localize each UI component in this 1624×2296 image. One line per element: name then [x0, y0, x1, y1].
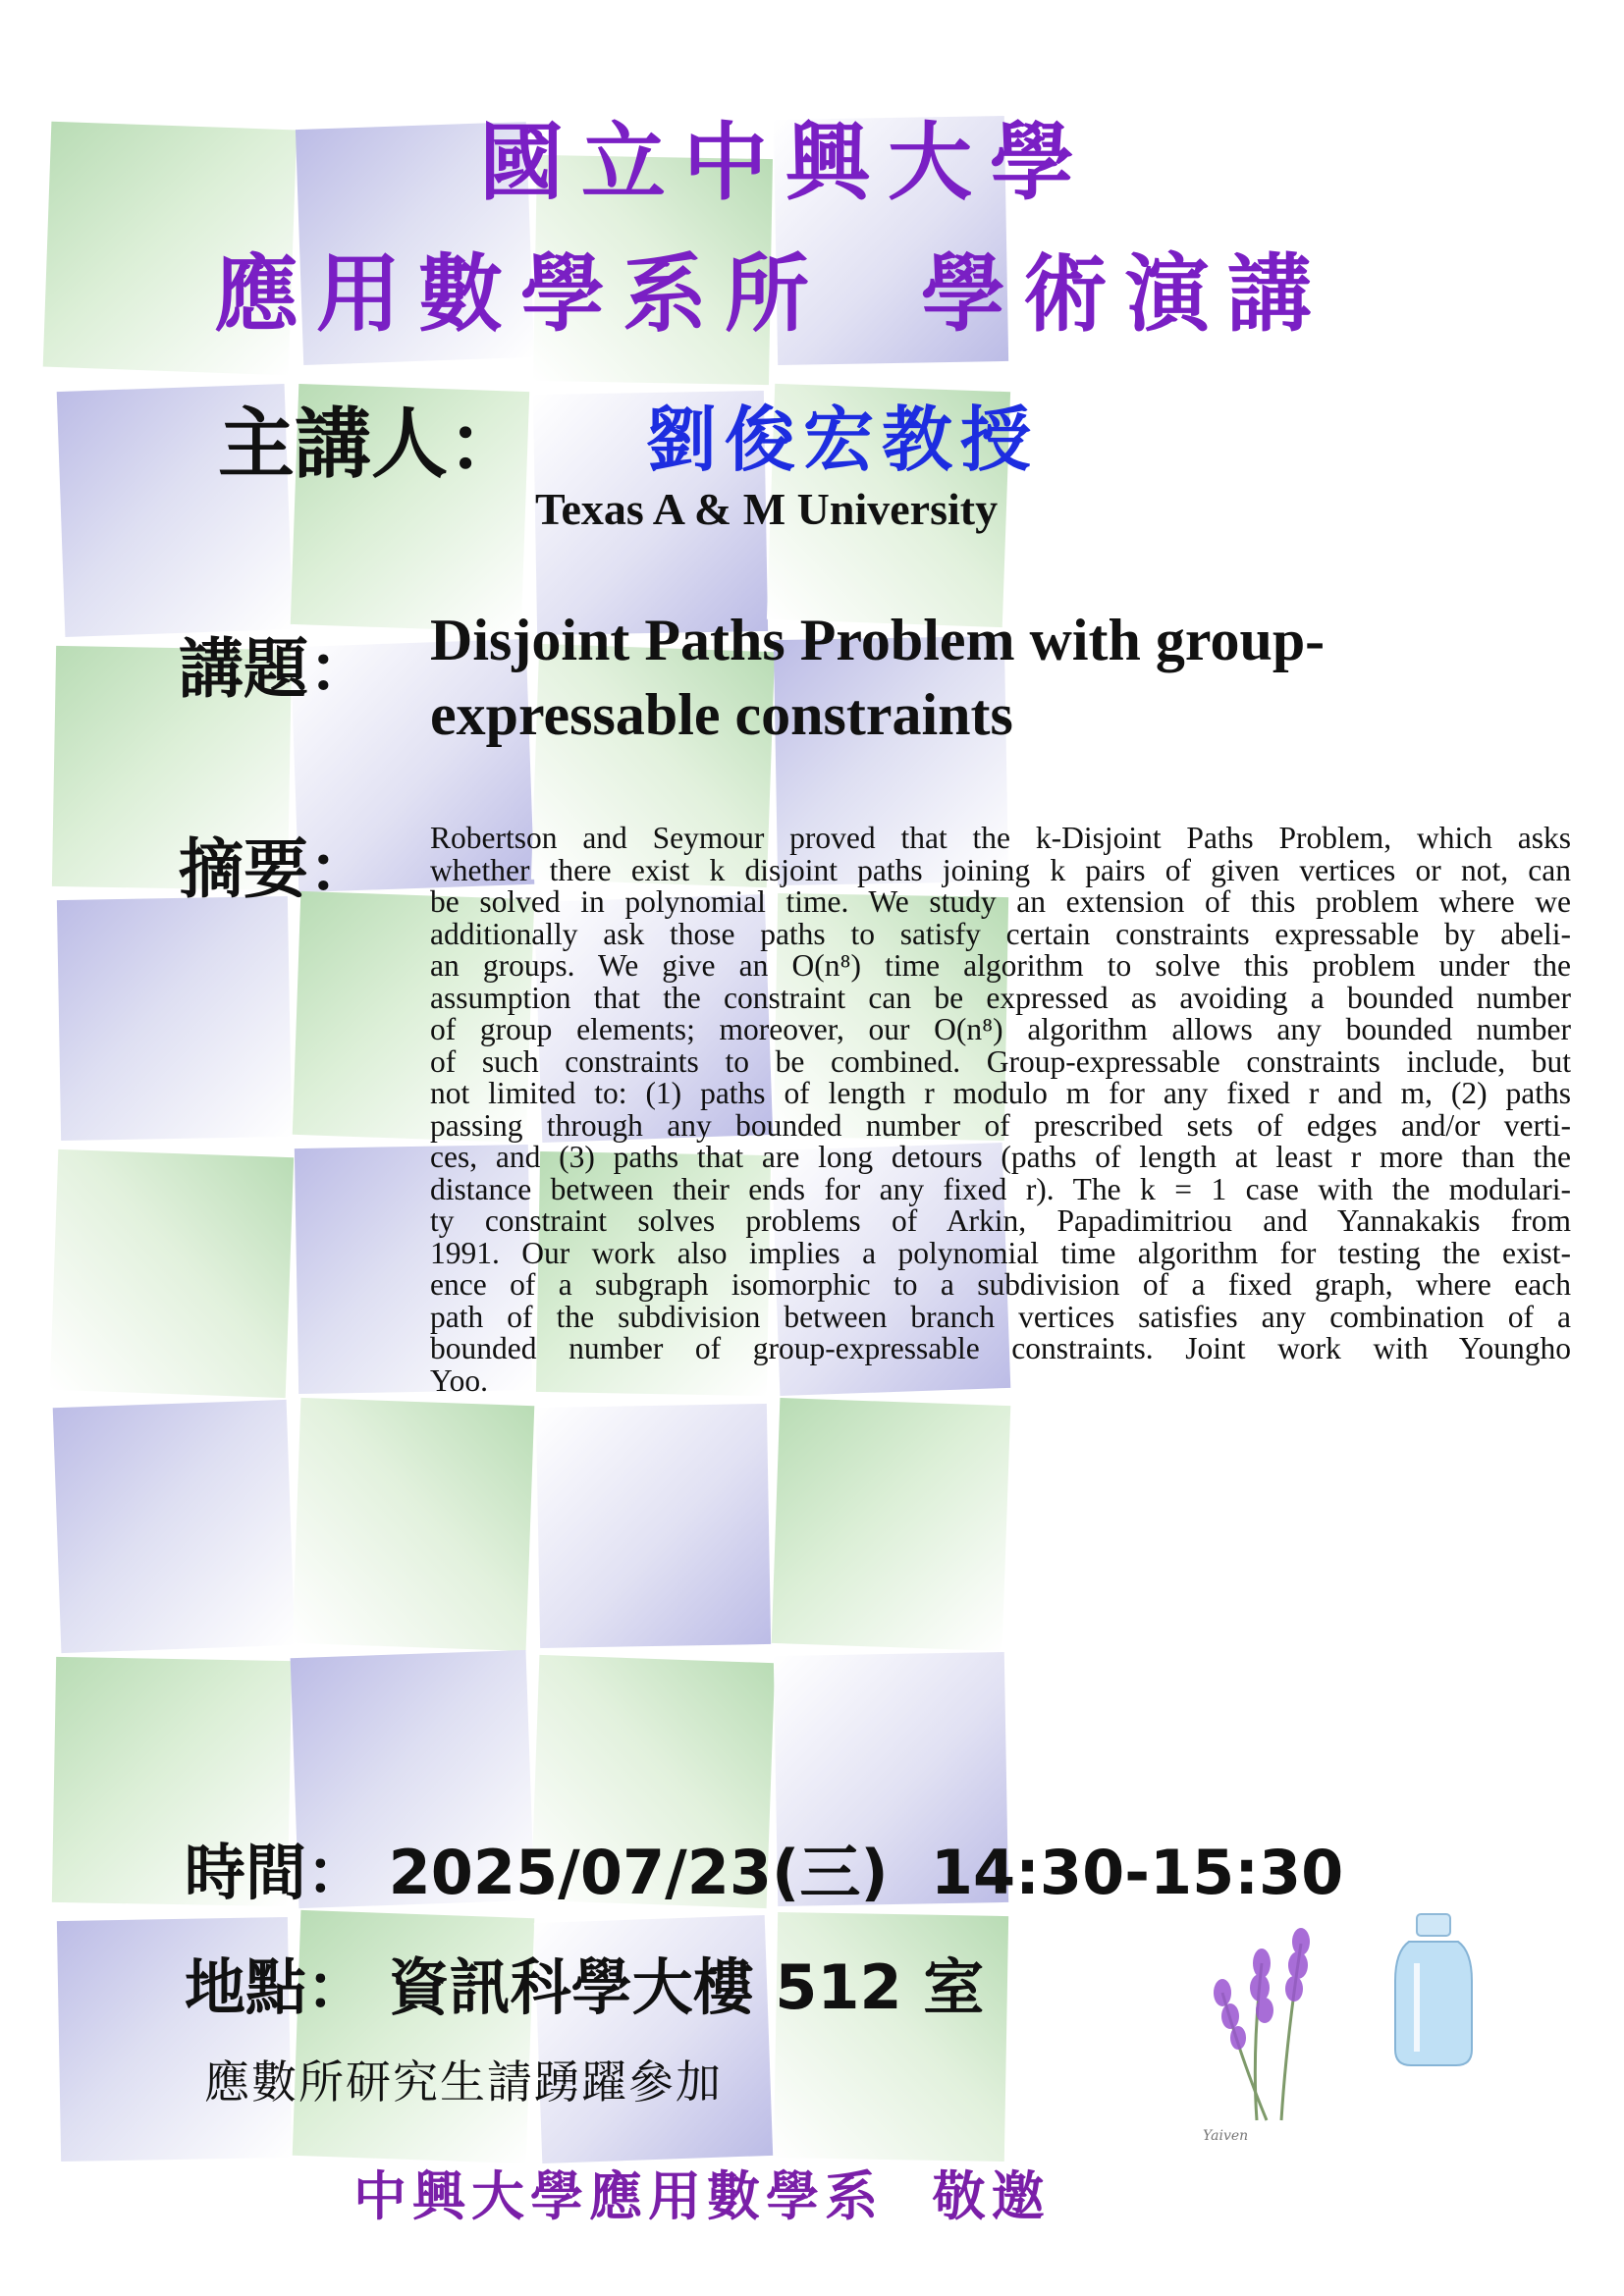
- bg-tile: [50, 1149, 294, 1398]
- abstract-line: additionally ask those paths to satisfy certain constraints expressable by abeli-: [430, 916, 1571, 951]
- place-row: [185, 1939, 984, 2026]
- bg-tile: [53, 1400, 296, 1653]
- department-event-title: 應用數學系所 學術演講: [214, 245, 1329, 344]
- talk-title-line: expressable constraints: [430, 682, 1013, 747]
- place-label: 地點：: [185, 1951, 368, 2023]
- speaker-name: 劉俊宏教授: [646, 399, 1040, 481]
- lavender-bottle-illustration: [1164, 1885, 1517, 2150]
- abstract-line: of group elements; moreover, our O(n⁸) algorithm allows any bounded number: [430, 1012, 1571, 1046]
- bg-tile: [536, 1404, 771, 1648]
- abstract-label: 摘要：: [179, 831, 373, 907]
- abstract-text: [430, 823, 1571, 1397]
- abstract-line: 1991. Our work also implies a polynomial time algorithm for testing the exist-: [430, 1235, 1571, 1270]
- footer-invitation: 中興大學應用數學系 敬邀: [353, 2165, 1051, 2227]
- abstract-line: of such constraints to be combined. Group-expressable constraints include, but: [430, 1043, 1571, 1079]
- invitation-text: 應數所研究生請踴躍參加: [204, 2056, 723, 2109]
- speaker-affiliation: Texas A & M University: [535, 484, 999, 534]
- talk-title-line: Disjoint Paths Problem with group-: [430, 608, 1326, 672]
- abstract-line: not limited to: (1) paths of length r modulo m for any fixed r and m, (2) paths: [430, 1076, 1571, 1110]
- time-label: 時間：: [185, 1837, 368, 1908]
- bg-tile: [772, 1398, 1011, 1651]
- abstract-line: bounded number of group-expressable constraints. Joint work with Youngho: [430, 1331, 1571, 1365]
- abstract-line: ces, and (3) paths that are long detours (paths of length at least r more than the: [430, 1140, 1571, 1174]
- illustration-signature: Yaiven: [1203, 2128, 1249, 2144]
- place-value: 資訊科學大樓 512 室: [388, 1951, 985, 2023]
- time-value: 2025/07/23(三) 14:30-15:30: [388, 1837, 1344, 1908]
- abstract-line: ence of a subgraph isomorphic to a subdivision of a fixed graph, where each: [430, 1267, 1571, 1302]
- bg-tile: [57, 896, 292, 1141]
- abstract-line: passing through any bounded number of prescribed sets of edges and/or verti-: [430, 1107, 1571, 1143]
- abstract-line: path of the subdivision between branch vertices satisfies any combination of a: [430, 1299, 1571, 1334]
- abstract-line: ty constraint solves problems of Arkin, Papadimitriou and Yannakakis from: [430, 1203, 1571, 1238]
- abstract-line: Yoo.: [430, 1362, 488, 1398]
- bg-tile: [293, 1398, 535, 1651]
- topic-label: 講題：: [179, 631, 373, 707]
- abstract-line: distance between their ends for any fixed r). The k = 1 case with the modulari-: [430, 1171, 1571, 1206]
- university-title: 國立中興大學: [479, 114, 1092, 212]
- abstract-line: be solved in polynomial time. We study an extension of this problem where we: [430, 884, 1571, 919]
- speaker-label: 主講人：: [218, 400, 525, 489]
- abstract-line: whether there exist k disjoint paths joining k pairs of given vertices or not, can: [430, 852, 1571, 887]
- abstract-line: assumption that the constraint can be expressed as avoiding a bounded number: [430, 980, 1571, 1015]
- lavender-and-bottle-icon: [1164, 1885, 1517, 2150]
- abstract-line: an groups. We give an O(n⁸) time algorithm to solve this problem under the: [430, 948, 1571, 983]
- abstract-line: Robertson and Seymour proved that the k-Disjoint Paths Problem, which asks: [430, 821, 1571, 855]
- talk-title: [430, 603, 1540, 752]
